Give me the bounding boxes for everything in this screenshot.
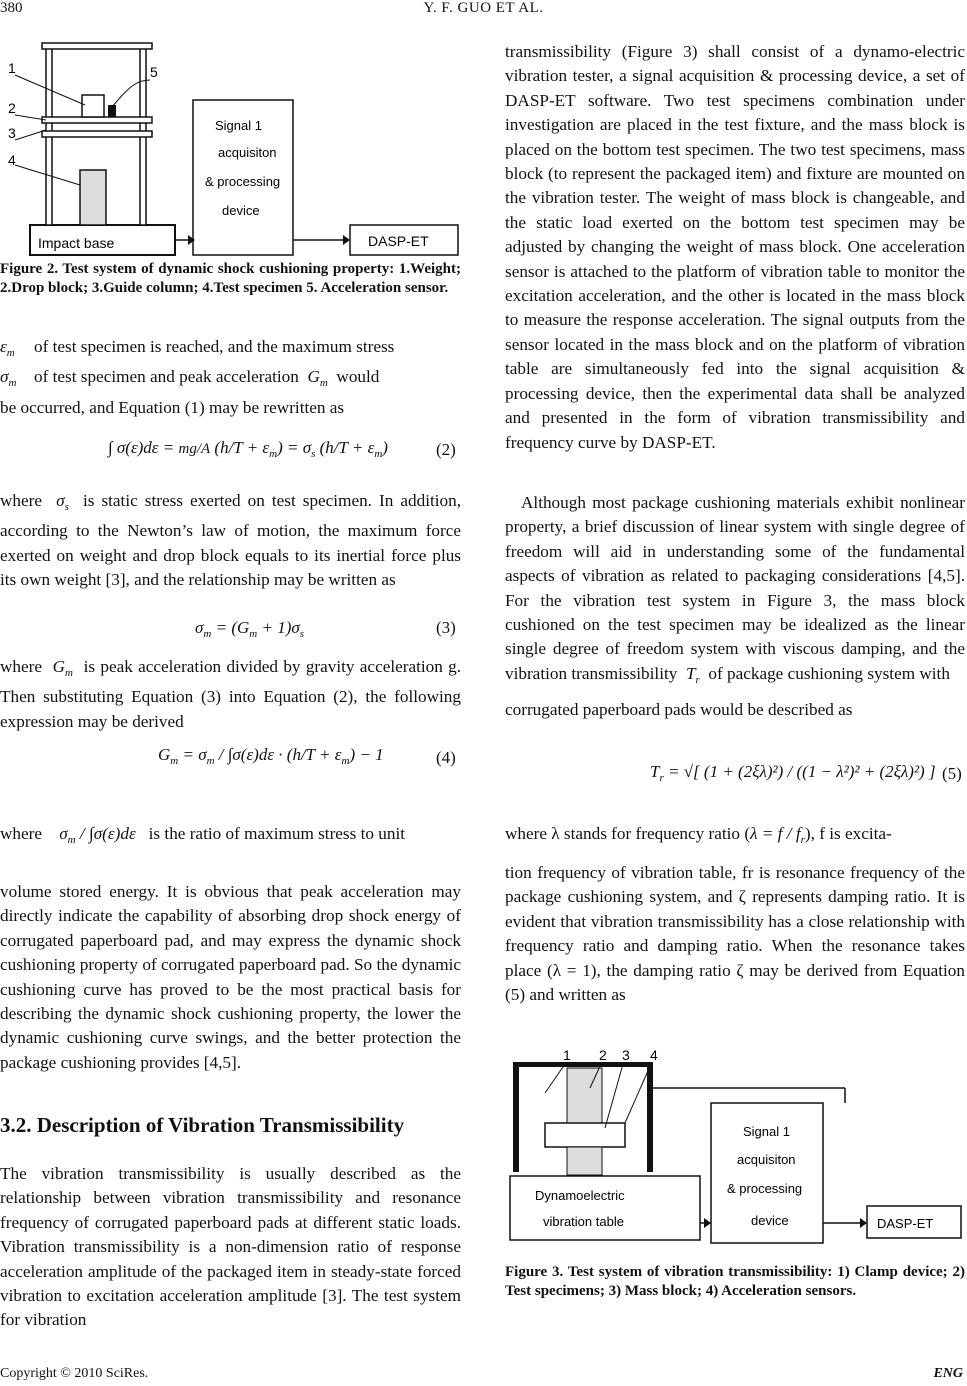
left-para-3: where $G_m$ is peak acceleration divided by gravity acceleration g. Then substituting Equation (3) into Equation (2), the following expression may be derived — [0, 657, 462, 731]
running-title: Y. F. GUO ET AL. — [423, 0, 544, 16]
fig3-signal-line2: acquisiton — [737, 1152, 796, 1167]
left-para-5: The vibration transmissibility is usually described as the relationship between vibration transmissibility and resonance frequency of corrugated paperboard pads at different static loads. Vibration transmissibility is a non-dimension ratio of response acceleration amplitude of the packaged item in steady-state forced vibration to excitation acceleration amplitude [3]. The test system for vibration — [0, 1164, 461, 1330]
journal-name: ENG — [933, 1366, 963, 1381]
fig3-signal-line3: & processing — [727, 1181, 803, 1196]
equation-3: $\sigma_m = (G_m + 1)\sigma_s$ — [195, 618, 305, 640]
right-para-1: transmissibility (Figure 3) shall consist of a dynamo-electric vibration tester, a signal acquisition & processing device, a set of DASP-ET software. Two test specimens combination under investigation are placed in the test fixture, and the mass block is placed on the bottom test specimen. The two test specimens, mass block (to represent the packaged item) and fixture are mounted on the vibration tester. The weight of mass block is changeable, and the static load exerted on the bottom test specimen may be adjusted by changing the weight of mass block. One acceleration sensor is attached to the platform of vibration table to monitor the excitation acceleration, and the other is located in the mass block to measure the response acceleration. The signal outputs from the sensor located in the mass block and on the platform of vibration table are simultaneously fed into the signal acquisition & processing device, then the experimental data shall be analyzed and presented in the form of vibration transmissibility and frequency curve by DASP-ET. — [505, 42, 965, 452]
right-para-3-intro: where λ stands for frequency ratio $(\lambda = f / f_r)$, f is excita- — [505, 824, 892, 846]
impact-base-label: Impact base — [38, 235, 115, 251]
fig3-table-line1: Dynamoelectric — [535, 1188, 625, 1203]
fig2-signal-line3: & processing — [205, 174, 281, 189]
fig2-signal-line1: Signal 1 — [215, 118, 262, 133]
equation-3-number: (3) — [436, 618, 456, 637]
equation-5-number: (5) — [942, 764, 962, 783]
figure-2-diagram — [0, 35, 465, 260]
fig2-label-4: 4 — [8, 152, 16, 168]
fig2-label-1: 1 — [8, 60, 16, 76]
fig2-label-5: 5 — [150, 64, 158, 80]
equation-4: $G_m = \sigma_m / \int\sigma(\varepsilon)d\varepsilon \cdot (h/T + \varepsilon_m) - 1$ — [158, 745, 384, 767]
fig2-signal-line2: acquisiton — [218, 145, 277, 160]
right-para-2: Although most package cushioning materials exhibit nonlinear property, a brief discussion of linear system with single degree of freedom will aid in understanding some of the fundamental aspects of vibration as related to packaging considerations [4,5]. For the vibration test system in Figure 3, the mass block cushioned on the test specimen may be idealized as the linear single degree of freedom system with viscous damping, and the vibration transmissibility $T_r$ of package cushioning system with corrugated paperboard pads would be described as — [505, 493, 965, 720]
right-para-3: tion frequency of vibration table, fr is resonance frequency of the package cushioning system, and ζ represents damping ratio. It is evident that vibration transmissibility has a close relationship with frequency ratio and damping ratio. When the resonance takes place (λ = 1), the damping ratio ζ may be derived from Equation (5) and written as — [505, 863, 965, 1005]
fig3-label-1: 1 — [563, 1048, 571, 1063]
section-heading: 3.2. Description of Vibration Transmissibility — [0, 1113, 405, 1137]
left-para-4: volume stored energy. It is obvious that peak acceleration may directly indicate the capability of absorbing drop shock energy of corrugated paperboard pad, and may express the dynamic shock cushioning property of corrugated paperboard pad. So the dynamic cushioning curve has proved to be the most practical basis for describing the dynamic shock cushioning property, the lower the dynamic cushioning curve swings, and the better protection the package cushioning provides [4,5]. — [0, 882, 461, 1072]
fig3-table-line2: vibration table — [543, 1214, 624, 1229]
figure-2-caption: Figure 2. Test system of dynamic shock cushioning property: 1.Weight; 2.Drop block; 3.Guide column; 4.Test specimen 5. Acceleration sensor. — [0, 261, 461, 296]
fig2-signal-line4: device — [222, 203, 260, 218]
fig3-signal-line1: Signal 1 — [743, 1124, 790, 1139]
equation-4-number: (4) — [436, 748, 456, 767]
fig3-label-3: 3 — [622, 1048, 630, 1063]
fig3-signal-line4: device — [751, 1213, 789, 1228]
fig2-label-2: 2 — [8, 100, 16, 116]
figure-3-diagram — [505, 1048, 967, 1263]
fig3-label-4: 4 — [650, 1048, 658, 1063]
left-para-4-intro: where $\sigma_m / \int\sigma(\varepsilon)d\varepsilon$ is the ratio of maximum stress to unit — [0, 824, 406, 846]
figure-3-caption: Figure 3. Test system of vibration transmissibility: 1) Clamp device; 2) Test specimens; 3) Mass block; 4) Acceleration sensors. — [505, 1264, 965, 1299]
equation-5: $T_r$ = √[ (1 + (2ξλ)²) / ((1 − λ²)² + (2ξλ)²) ] — [650, 762, 936, 784]
fig3-dasp-label: DASP-ET — [877, 1216, 934, 1231]
copyright: Copyright © 2010 SciRes. — [0, 1366, 149, 1381]
page-number: 380 — [0, 0, 23, 16]
fig3-label-2: 2 — [599, 1048, 607, 1063]
fig2-label-3: 3 — [8, 125, 16, 141]
left-para-1: $\varepsilon_m$ of test specimen is reached, and the maximum stress $\sigma_m$ of test specimen and peak acceleration $G_m$ would be occurred, and Equation (1) may be rewritten as — [0, 337, 395, 417]
equation-2: ∫ σ(ε)dε = mg/A $(h/T + \varepsilon_m) = \sigma_s$ $(h/T + \varepsilon_m)$ — [108, 438, 388, 460]
equation-2-number: (2) — [436, 440, 456, 459]
left-para-2: where $\sigma_s$ is static stress exerted on test specimen. In addition, according to the Newton’s law of motion, the maximum force exerted on weight and drop block equals to its inertial force plus its own weight [3], and the relationship may be written as — [0, 491, 462, 590]
fig2-dasp-label: DASP-ET — [368, 233, 429, 249]
